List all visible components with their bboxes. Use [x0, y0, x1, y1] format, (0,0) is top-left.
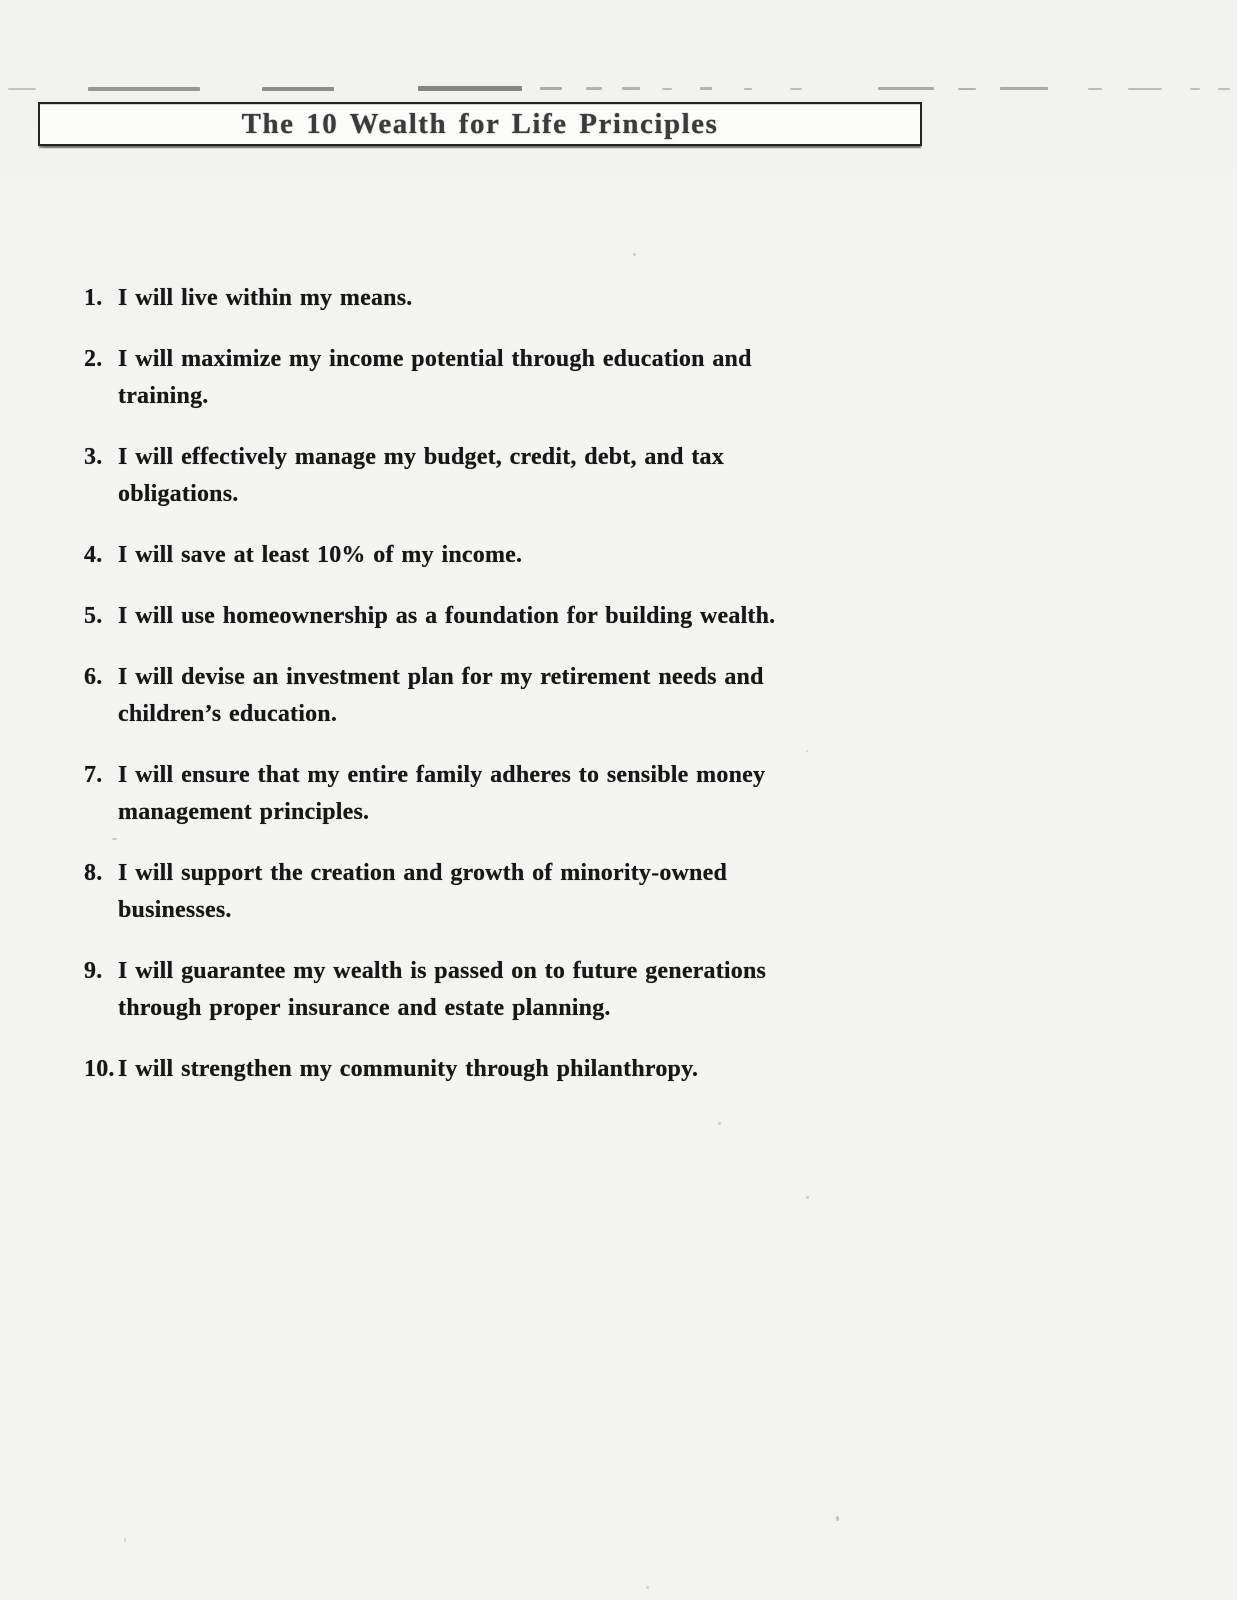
scan-speck — [646, 1586, 649, 1589]
item-text: I will maximize my income potential through education and training. — [118, 346, 752, 409]
scan-speck — [112, 838, 117, 840]
list-item — [84, 537, 884, 574]
scan-speck — [718, 1122, 721, 1125]
item-number: 10. — [84, 1056, 115, 1082]
scan-speck — [836, 1516, 839, 1521]
list-item — [84, 341, 884, 415]
scan-speck — [806, 1196, 809, 1199]
item-text: I will effectively manage my budget, credit, debt, and tax obligations. — [118, 444, 724, 507]
item-text: I will guarantee my wealth is passed on to future generations through proper insurance and estate planning. — [118, 958, 767, 1021]
item-number: 5. — [84, 603, 103, 629]
list-item — [84, 280, 884, 317]
item-text: I will ensure that my entire family adheres to sensible money management principles. — [118, 762, 766, 825]
item-text: I will devise an investment plan for my retirement needs and children’s education. — [118, 664, 764, 727]
scan-speck — [633, 253, 636, 256]
item-text: I will use homeownership as a foundation for building wealth. — [118, 603, 776, 629]
list-item — [84, 757, 884, 831]
item-text: I will live within my means. — [118, 285, 413, 311]
principles-list — [84, 280, 884, 1112]
item-number: 4. — [84, 542, 103, 568]
list-item — [84, 953, 884, 1027]
list-item — [84, 1051, 884, 1088]
item-text: I will support the creation and growth of minority-owned businesses. — [118, 860, 727, 923]
item-number: 6. — [84, 664, 103, 690]
item-text: I will save at least 10% of my income. — [118, 542, 523, 568]
item-text: I will strengthen my community through philanthropy. — [118, 1056, 699, 1082]
list-item — [84, 439, 884, 513]
list-item — [84, 598, 884, 635]
item-number: 3. — [84, 444, 103, 470]
item-number: 1. — [84, 285, 103, 311]
item-number: 7. — [84, 762, 103, 788]
title-box — [38, 102, 922, 146]
list-item — [84, 855, 884, 929]
scan-speck — [806, 750, 808, 752]
item-number: 2. — [84, 346, 103, 372]
scan-artifact-line — [0, 84, 1237, 94]
item-number: 9. — [84, 958, 103, 984]
page-title: The 10 Wealth for Life Principles — [241, 107, 719, 140]
scan-speck — [124, 1538, 126, 1542]
list-item — [84, 659, 884, 733]
item-number: 8. — [84, 860, 103, 886]
